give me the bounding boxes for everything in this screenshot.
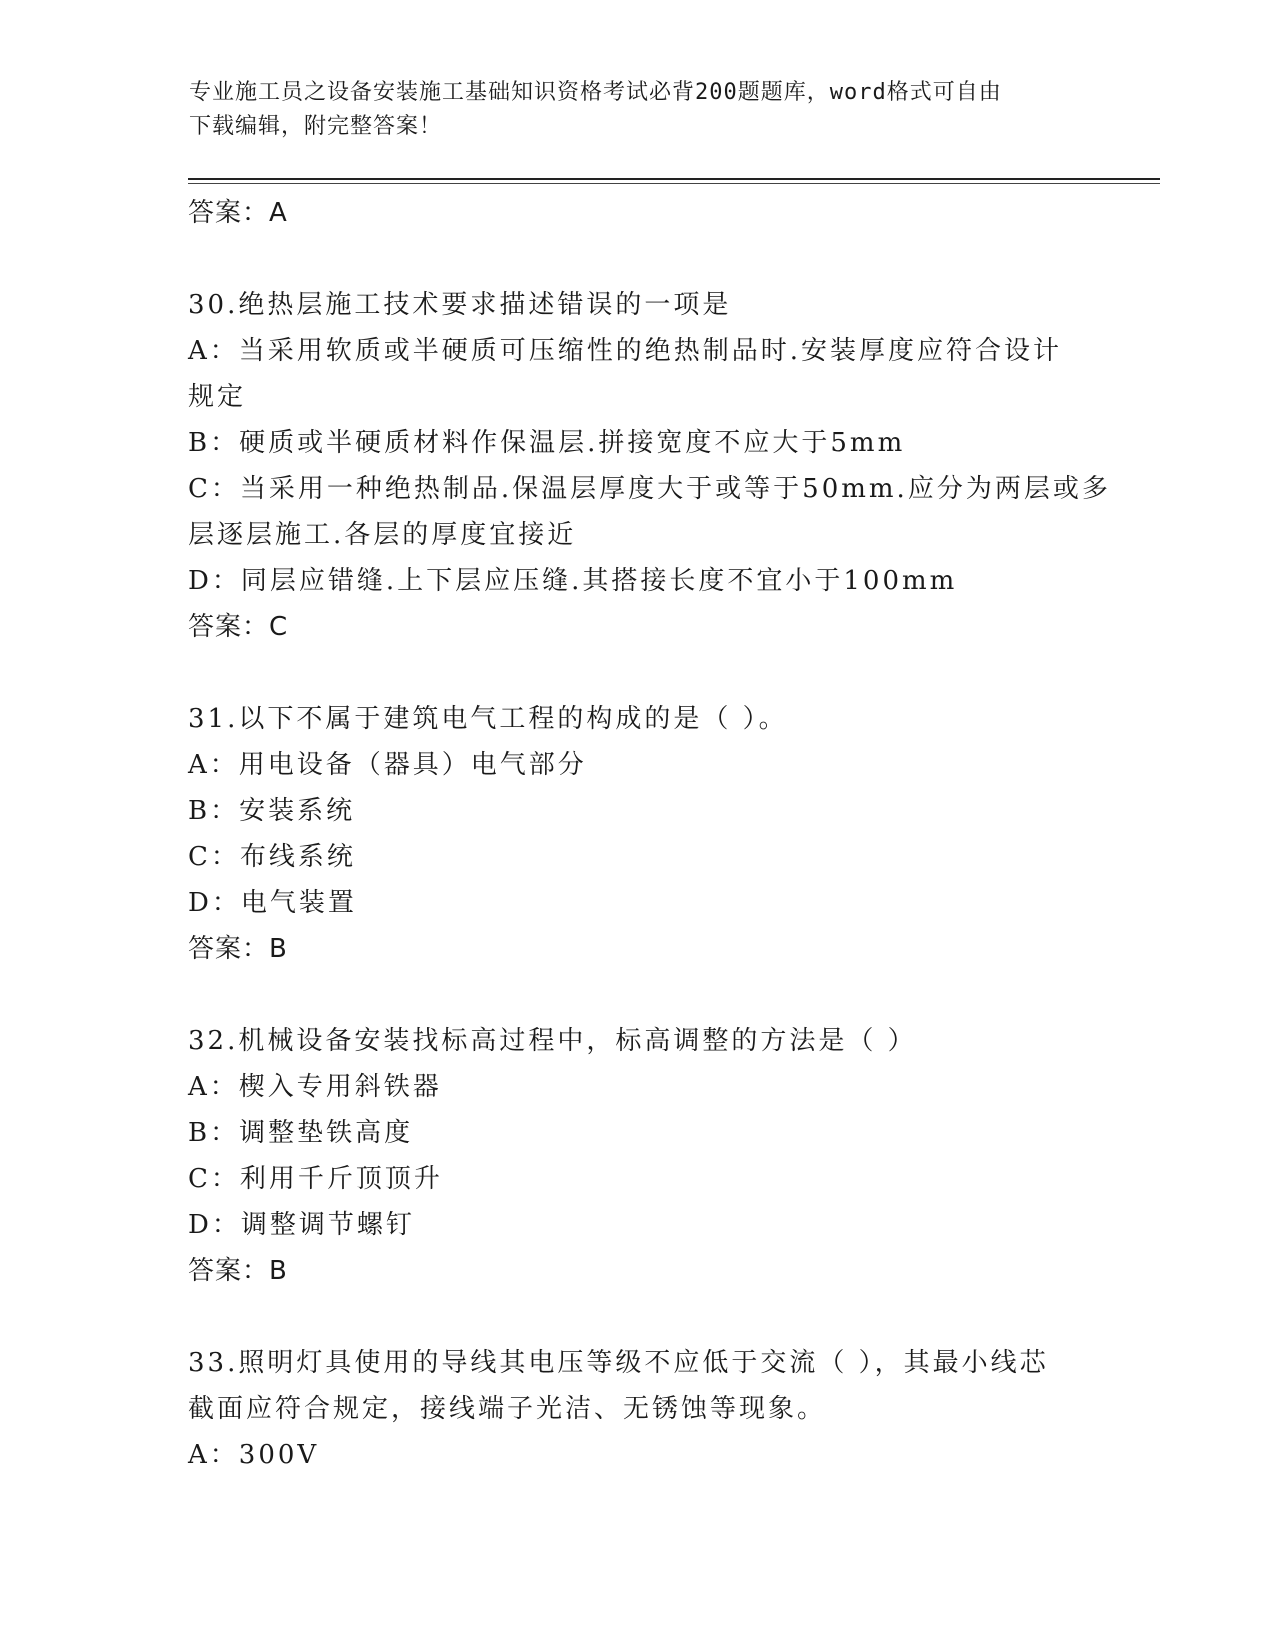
option-a: A：当采用软质或半硬质可压缩性的绝热制品时.安装厚度应符合设计 bbox=[188, 336, 1063, 366]
option-a: A：用电设备（器具）电气部分 bbox=[188, 750, 587, 780]
option-c: C：布线系统 bbox=[188, 842, 356, 872]
answer: 答案：B bbox=[188, 934, 288, 964]
option-c-continued: 层逐层施工.各层的厚度宜接近 bbox=[188, 520, 577, 550]
option-b: B：安装系统 bbox=[188, 796, 356, 826]
question-31 bbox=[188, 696, 1088, 972]
spacer bbox=[188, 972, 1088, 1018]
option-d: D：电气装置 bbox=[188, 888, 357, 918]
question-33 bbox=[188, 1340, 1088, 1478]
option-b: B：调整垫铁高度 bbox=[188, 1118, 414, 1148]
option-a: A：楔入专用斜铁器 bbox=[188, 1072, 442, 1102]
question-stem: 30.绝热层施工技术要求描述错误的一项是 bbox=[188, 290, 732, 320]
header-rule-thick bbox=[188, 178, 1160, 180]
option-a: A：300V bbox=[188, 1440, 320, 1470]
question-stem-continued: 截面应符合规定，接线端子光洁、无锈蚀等现象。 bbox=[188, 1394, 827, 1424]
question-content bbox=[188, 190, 1111, 1478]
question-stem: 31.以下不属于建筑电气工程的构成的是（ ）。 bbox=[188, 704, 788, 734]
answer: 答案：B bbox=[188, 1256, 288, 1286]
option-d: D：调整调节螺钉 bbox=[188, 1210, 415, 1240]
option-d: D：同层应错缝.上下层应压缝.其搭接长度不宜小于100mm bbox=[188, 566, 958, 596]
question-30 bbox=[188, 282, 1111, 650]
question-stem: 33.照明灯具使用的导线其电压等级不应低于交流（ ），其最小线芯 bbox=[188, 1348, 1049, 1378]
option-a-continued: 规定 bbox=[188, 382, 247, 412]
spacer bbox=[188, 1294, 1088, 1340]
option-c: C：利用千斤顶顶升 bbox=[188, 1164, 443, 1194]
spacer bbox=[188, 236, 1088, 282]
option-c: C：当采用一种绝热制品.保温层厚度大于或等于50mm.应分为两层或多 bbox=[188, 474, 1111, 504]
spacer bbox=[188, 650, 1088, 696]
question-stem: 32.机械设备安装找标高过程中，标高调整的方法是（ ） bbox=[188, 1026, 917, 1056]
header-rule-thin bbox=[188, 183, 1160, 184]
option-b: B：硬质或半硬质材料作保温层.拼接宽度不应大于5mm bbox=[188, 428, 906, 458]
answer: 答案：C bbox=[188, 612, 289, 642]
header-line-2: 下载编辑，附完整答案！ bbox=[189, 114, 443, 139]
question-32 bbox=[188, 1018, 1088, 1294]
header-line-1: 专业施工员之设备安装施工基础知识资格考试必背200题题库，word格式可自由 bbox=[189, 80, 1002, 105]
answer-29: 答案：A bbox=[188, 198, 288, 228]
document-header bbox=[189, 76, 1089, 144]
